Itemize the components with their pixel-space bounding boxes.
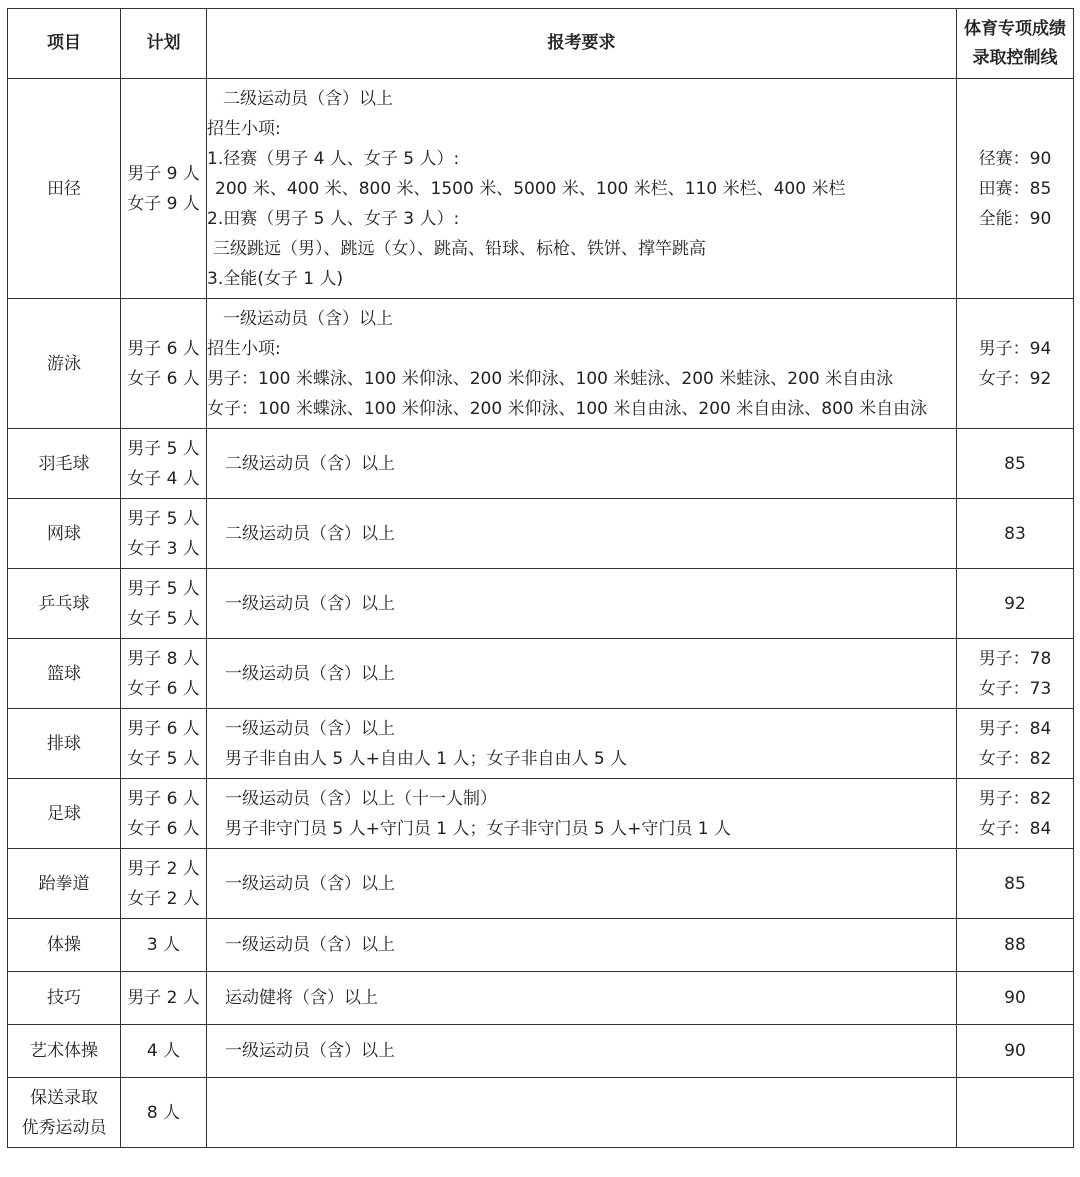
cell-name: 体操 [8,919,121,972]
requirement-line: 一级运动员（含）以上（十一人制） [225,788,497,809]
score-line: 田赛：85 [978,178,1052,199]
cell-plan [121,299,207,429]
plan-line: 男子 5 人 [127,578,200,599]
plan-line: 4 人 [146,1041,181,1061]
cell-name [8,1078,121,1148]
score-line: 85 [1004,873,1026,894]
header-score [957,9,1074,79]
header-name: 项目 [8,9,121,79]
score-line: 全能：90 [978,208,1052,229]
requirement-line: 三级跳远（男）、跳远（女）、跳高、铅球、标枪、铁饼、撑竿跳高 [213,238,706,259]
cell-plan [121,639,207,709]
requirement-line: 一级运动员（含）以上 [223,308,393,329]
requirement-line: 男子：100 米蝶泳、100 米仰泳、200 米仰泳、100 米蛙泳、200 米蛙泳、200 米自由泳 [207,368,894,389]
cell-plan [121,429,207,499]
cell-name: 篮球 [8,639,121,709]
score-line: 男子：84 [978,718,1052,739]
cell-requirement [207,499,957,569]
cell-name: 排球 [8,709,121,779]
requirement-line: 男子非自由人 5 人+自由人 1 人；女子非自由人 5 人 [225,748,628,769]
plan-line: 女子 2 人 [127,888,200,909]
cell-plan [121,919,207,972]
cell-requirement [207,639,957,709]
cell-requirement [207,1078,957,1148]
plan-line: 男子 2 人 [127,858,200,879]
table-row-tennis [8,499,1074,569]
requirement-line: 3.全能(女子 1 人) [207,268,344,289]
plan-line: 女子 9 人 [127,193,200,214]
plan-line: 男子 6 人 [127,788,200,809]
plan-line: 女子 5 人 [127,608,200,629]
score-line: 径赛：90 [978,148,1052,169]
cell-requirement [207,1025,957,1078]
table-row-gymnastics [8,919,1074,972]
requirement-line: 招生小项: [207,118,281,139]
cell-plan [121,1025,207,1078]
cell-plan [121,499,207,569]
score-line: 男子：78 [978,648,1052,669]
table-row-rhythmic-gymnastics [8,1025,1074,1078]
table-row-track-field [8,79,1074,299]
cell-score [957,709,1074,779]
name-line: 优秀运动员 [21,1117,107,1138]
table-row-taekwondo [8,849,1074,919]
cell-score [957,569,1074,639]
table-row-football [8,779,1074,849]
cell-name: 羽毛球 [8,429,121,499]
plan-line: 女子 5 人 [127,748,200,769]
plan-line: 8 人 [146,1102,181,1123]
requirement-line: 男子非守门员 5 人+守门员 1 人；女子非守门员 5 人+守门员 1 人 [225,818,731,839]
requirement-line: 2.田赛（男子 5 人、女子 3 人）: [207,208,460,229]
cell-score [957,1025,1074,1078]
requirement-line: 二级运动员（含）以上 [225,453,395,474]
plan-line: 女子 3 人 [127,538,200,559]
table-row-basketball [8,639,1074,709]
score-line: 男子：94 [978,338,1052,359]
score-line: 92 [1004,593,1026,614]
cell-requirement [207,79,957,299]
requirement-line: 招生小项: [207,338,281,359]
score-line: 83 [1004,523,1026,544]
name-line: 保送录取 [30,1087,98,1108]
requirement-line: 一级运动员（含）以上 [225,873,395,894]
cell-plan [121,709,207,779]
header-score-line1: 体育专项成绩 [964,18,1066,39]
cell-score [957,849,1074,919]
cell-plan [121,972,207,1025]
plan-line: 男子 6 人 [127,718,200,739]
cell-name: 田径 [8,79,121,299]
plan-line: 3 人 [146,935,181,955]
requirement-line: 运动健将（含）以上 [225,988,378,1008]
cell-score [957,79,1074,299]
header-plan: 计划 [121,9,207,79]
cell-requirement [207,429,957,499]
cell-name: 足球 [8,779,121,849]
cell-requirement [207,709,957,779]
score-line: 88 [1004,935,1026,955]
score-line: 90 [1004,1041,1026,1061]
cell-plan [121,79,207,299]
cell-name: 跆拳道 [8,849,121,919]
table-row-recommended-athletes [8,1078,1074,1148]
score-line: 女子：73 [978,678,1052,699]
score-line: 男子：82 [978,788,1052,809]
plan-line: 女子 6 人 [127,818,200,839]
score-line: 85 [1004,453,1026,474]
admission-quota-table [7,8,1074,1148]
cell-score [957,299,1074,429]
requirement-line: 1.径赛（男子 4 人、女子 5 人）: [207,148,460,169]
cell-name: 网球 [8,499,121,569]
cell-score [957,499,1074,569]
cell-name: 艺术体操 [8,1025,121,1078]
requirement-line: 二级运动员（含）以上 [223,88,393,109]
plan-line: 男子 5 人 [127,508,200,529]
table-row-badminton [8,429,1074,499]
plan-line: 女子 4 人 [127,468,200,489]
cell-requirement [207,919,957,972]
requirement-line: 一级运动员（含）以上 [225,1041,395,1061]
table-row-swimming [8,299,1074,429]
cell-requirement [207,299,957,429]
cell-plan [121,569,207,639]
table-row-volleyball [8,709,1074,779]
plan-line: 男子 8 人 [127,648,200,669]
cell-score [957,639,1074,709]
plan-line: 男子 9 人 [127,163,200,184]
plan-line: 男子 6 人 [127,338,200,359]
plan-line: 女子 6 人 [127,678,200,699]
cell-requirement [207,849,957,919]
requirement-line: 一级运动员（含）以上 [225,935,395,955]
cell-score [957,779,1074,849]
cell-name: 技巧 [8,972,121,1025]
cell-name: 游泳 [8,299,121,429]
cell-requirement [207,569,957,639]
cell-requirement [207,779,957,849]
plan-line: 女子 6 人 [127,368,200,389]
cell-plan [121,1078,207,1148]
score-line: 女子：92 [978,368,1052,389]
requirement-line: 二级运动员（含）以上 [225,523,395,544]
requirement-line: 一级运动员（含）以上 [225,663,395,684]
requirement-line: 一级运动员（含）以上 [225,593,395,614]
cell-plan [121,779,207,849]
table-row-table-tennis [8,569,1074,639]
header-requirement: 报考要求 [207,9,957,79]
cell-name: 乒乓球 [8,569,121,639]
plan-line: 男子 5 人 [127,438,200,459]
score-line: 女子：84 [978,818,1052,839]
cell-score [957,1078,1074,1148]
cell-plan [121,849,207,919]
score-line: 90 [1004,988,1026,1008]
cell-score [957,919,1074,972]
requirement-line: 200 米、400 米、800 米、1500 米、5000 米、100 米栏、110 米栏、400 米栏 [215,178,846,199]
plan-line: 男子 2 人 [127,988,200,1008]
table-header-row [8,9,1074,79]
cell-score [957,972,1074,1025]
requirement-line: 一级运动员（含）以上 [225,718,395,739]
requirement-line: 女子：100 米蝶泳、100 米仰泳、200 米仰泳、100 米自由泳、200 米自由泳、800 米自由泳 [207,398,928,419]
header-score-line2: 录取控制线 [972,47,1058,68]
cell-score [957,429,1074,499]
cell-requirement [207,972,957,1025]
score-line: 女子：82 [978,748,1052,769]
table-row-acrobatics [8,972,1074,1025]
